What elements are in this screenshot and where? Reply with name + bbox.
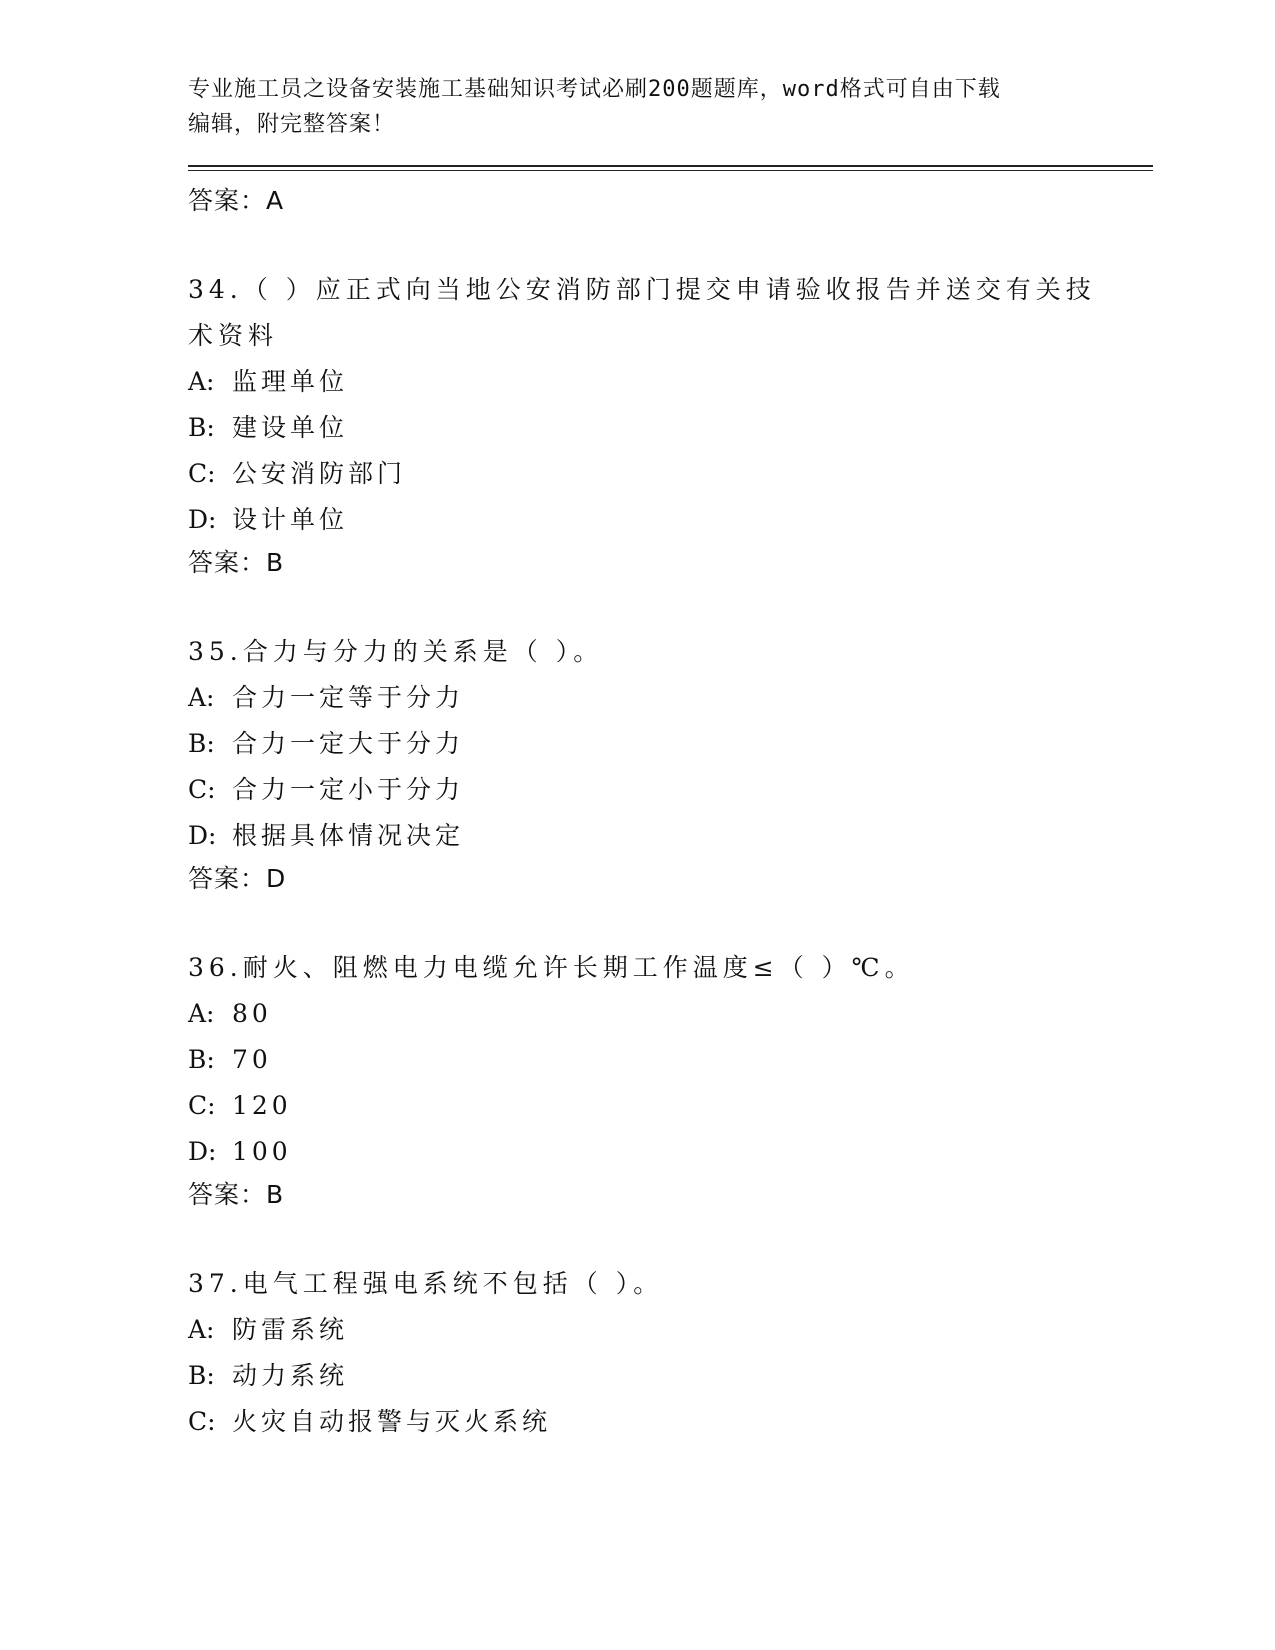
option-d [188,813,1153,859]
answer-line: 答案：A [188,186,285,215]
header-title-line-1: 专业施工员之设备安装施工基础知识考试必刷200题题库，word格式可自由下载 [188,77,1001,102]
option-text: 防雷系统 [232,1315,349,1344]
question-stem [188,629,1153,675]
question-stem-line: 34.（ ）应正式向当地公安消防部门提交申请验收报告并送交有关技 [188,275,1096,304]
option-letter: C: [188,1407,216,1436]
option-letter: C: [188,459,216,488]
option-text: 合力一定等于分力 [232,683,465,712]
header-divider [188,165,1153,171]
question-stem [188,267,1153,359]
option-text: 火灾自动报警与灭火系统 [232,1407,552,1436]
header-title-line-2: 编辑，附完整答案！ [188,112,396,137]
option-letter: B: [188,729,215,758]
option-text: 设计单位 [232,505,349,534]
option-letter: C: [188,1091,216,1120]
option-text: 120 [232,1091,292,1120]
option-letter: A: [188,683,215,712]
option-letter: C: [188,775,216,804]
option-text: 100 [232,1137,292,1166]
option-letter: D: [188,821,217,850]
option-text: 监理单位 [232,367,349,396]
option-a [188,359,1153,405]
option-text: 合力一定小于分力 [232,775,465,804]
option-d [188,1129,1153,1175]
option-letter: D: [188,505,217,534]
document-page [188,72,1153,1445]
question-stem-line: 36.耐火、阻燃电力电缆允许长期工作温度≤（ ）℃。 [188,953,915,982]
option-text: 80 [232,999,272,1028]
option-letter: A: [188,367,215,396]
question-37 [188,1261,1153,1445]
option-letter: B: [188,1045,215,1074]
option-c [188,1083,1153,1129]
option-text: 根据具体情况决定 [232,821,465,850]
option-text: 70 [232,1045,272,1074]
option-text: 建设单位 [232,413,349,442]
option-c [188,451,1153,497]
option-a [188,1307,1153,1353]
option-b [188,1037,1153,1083]
question-stem-line: 35.合力与分力的关系是（ ）。 [188,637,604,666]
option-d [188,497,1153,543]
question-36 [188,945,1153,1223]
option-b [188,721,1153,767]
option-text: 公安消防部门 [232,459,407,488]
option-letter: D: [188,1137,217,1166]
option-a [188,991,1153,1037]
document-header [188,72,1153,142]
answer-line: 答案：B [188,1180,285,1209]
option-text: 合力一定大于分力 [232,729,465,758]
option-letter: B: [188,413,215,442]
question-35 [188,629,1153,907]
answer-line: 答案：B [188,548,285,577]
option-b [188,1353,1153,1399]
option-c [188,1399,1153,1445]
question-stem [188,945,1153,991]
question-stem-line: 术资料 [188,321,279,350]
option-a [188,675,1153,721]
question-34 [188,267,1153,591]
option-letter: A: [188,999,215,1028]
question-stem [188,1261,1153,1307]
option-c [188,767,1153,813]
option-b [188,405,1153,451]
question-stem-line: 37.电气工程强电系统不包括（ ）。 [188,1269,664,1298]
option-letter: A: [188,1315,215,1344]
option-text: 动力系统 [232,1361,349,1390]
answer-line: 答案：D [188,864,287,893]
option-letter: B: [188,1361,215,1390]
